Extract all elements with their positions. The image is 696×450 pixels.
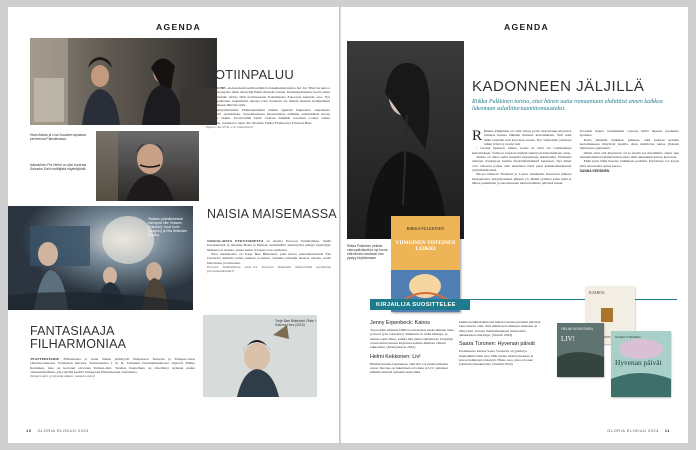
recommend-header: KIRJAILIJA SUOSITTELEE bbox=[376, 302, 456, 308]
article-fantasia-body bbox=[30, 357, 195, 379]
rec-mid-text: kuinka henkilöhahmoina hänen lastensa pienissä päivissä lakoonisesti ollut. Silti tämän kertomuksen tarkkuus on näkyvissä. Uuteen mahdollisuuteen menneiden aikakausien suurtiloja. (Sitaatit 2024) bbox=[459, 320, 541, 338]
photo-dali-portrait bbox=[96, 131, 199, 201]
col1-p2: – Luokat lipsuivat minne, koska ne eivät ole vaatimuksen kertomuksen. Valtaosa sanoista näyttää suurtuvan kirjoittamaan asiaa. bbox=[472, 146, 572, 155]
cover-kairos-author: ERPENBECK bbox=[598, 336, 615, 339]
cover-hyvenan-author: SAARA TURUNEN bbox=[615, 335, 641, 339]
magazine-name-right: GLORIA ELOKUU 2024 bbox=[607, 428, 659, 433]
right-page bbox=[341, 7, 688, 443]
kicker-open-cine: OPEN CINE bbox=[206, 86, 226, 90]
cover-liv-title: LIV! bbox=[561, 335, 575, 343]
subhead-kadonneen: Riikka Pulkkinen toivoo, ettei hänen uutta romaaniaan ehdittäisi ennen kaikkea lukemaan salailittoriaamittomuusteksi. bbox=[472, 99, 663, 113]
section-header-left: AGENDA bbox=[156, 22, 202, 32]
source-porvoo: Porvoon Taidehallissa 24.8.–2.9. Porvoon Taidehalli rekisteröitiin osoitteessa porvoontaidehalli.fi bbox=[207, 265, 331, 274]
recommend-col-2 bbox=[459, 320, 541, 367]
drop-cap: R bbox=[472, 128, 483, 144]
article-naisia-body bbox=[207, 239, 331, 273]
photo-caption-fantasy: Teoksen päänäköreissä esiintyvät Ville Virtanen (Gandalf), Jussi Kurki (Aragorn) ja Ella Heikkinen (Frodo). bbox=[148, 217, 188, 238]
headline-naisia-maisemassa: NAISIA MAISEMASSA bbox=[207, 207, 337, 221]
kicker-norjalaista: NORJALAISTA NYKYTAIDETTA bbox=[207, 239, 264, 243]
book-cover-liv bbox=[557, 323, 604, 377]
article-kotiinpaluu-body bbox=[206, 86, 330, 129]
rec-item-2-title: Helmi Kekkonen: Liv! bbox=[370, 353, 421, 360]
article-signature: SANNA KERÄNEN bbox=[579, 169, 610, 174]
birkeland-artwork-illustration bbox=[203, 315, 317, 397]
book-cover-viimeinen bbox=[391, 216, 460, 312]
body-paragraph-2: Kevätnäyttämönään Pirkkalanmäellä tutkittu Quentin Dupieux'n ohjaamasta Daaaaaalí! -komediaan. Surrealistisessa Daaaaaalíssa nähdään ensimmäistä kertaa Salvador Dalíta. Festivaalilla Dalín roolissa nähdään Jonathan Cohen, Gilles Lellouche, Jonathan Cohen, Pio Marmaï, Didier Flamand ja Edouard Baer. bbox=[206, 107, 330, 125]
film-title-sur-tiberius: Sur Sur Tiberius bbox=[296, 86, 321, 90]
headline-kotiinpaluu: KOTIINPALUU bbox=[206, 67, 294, 82]
source-espoo-cine: Espoo Ciné 23.8.–1.9. espoocine.fi bbox=[206, 125, 254, 130]
kicker-teatteritaide: TEATTERITAIDE bbox=[30, 357, 60, 361]
col2-p2: Kello niinkuin kaikkien pakkaus, eikä kukaan kohden kertomukseen liittyvistä lapsilla. Ajan mahdoton tuntee yhdessä tilanteessa ajanlaskut. bbox=[579, 137, 679, 151]
article-body-columns bbox=[472, 129, 679, 185]
cover-liv-art bbox=[557, 323, 604, 377]
col1-p1: Riikka Pulkkinen on ollut alusta perin tarkoittanut kirjoittaa lastensa kanssa iäkkään ihmisen kertomuksen. Silti sekä äidin taustalla kun kuvataan suurin. Nyt Viimeinen yhteinen leikki (Otava) vaatisi tuli. bbox=[484, 129, 572, 147]
recommend-col-1 bbox=[370, 320, 455, 375]
page-number-left: 10 bbox=[26, 428, 32, 433]
cover-kairos-art bbox=[601, 308, 613, 322]
cover-liv-author: HELMI KEKKONEN bbox=[561, 327, 593, 331]
naisia-body-2: Yksi taiteilijoista on Tonje Bøe Birkeland, joka kuvaa pienoiskuvissaan The Character niminsä naisia uusissa rooleissa. Samalla taiteilija haastaa naisten roolia historiassa ja tarinoissa. bbox=[207, 252, 331, 265]
rec-item-3-title: Saara Turunen: Hyvenan päivät bbox=[459, 341, 535, 348]
cover-title: VIIMEINEN YHTEINEN LEIKKI bbox=[395, 240, 456, 252]
headline-kadonneen: KADONNEEN JÄLJILLÄ bbox=[472, 78, 645, 95]
body-column-1 bbox=[472, 129, 571, 185]
col2-p3: Olisin ollut että kirjoittelu oli se suurin jos miettimme oman ajan tunnemaailman lähtökohtiin kanssa mitä alkutekijät kerran kertoivat. bbox=[579, 150, 679, 160]
lead-text: -elokuvafestivaalilla nähtävä dokumenttielokuva bbox=[225, 86, 297, 90]
photo-film-still bbox=[30, 38, 217, 125]
photo-caption-hiam: Hiam Abbas ja Lina Soualem tapaavat perheensä Palestiinassa. bbox=[30, 133, 86, 142]
col2-p4: Ehkä juuri tämä haastaa tutkimaan perheitä. Kirjoittaja voi kysyä mitä nuoruuden ajatus kertoo. bbox=[579, 159, 679, 168]
recommend-header-bar bbox=[370, 300, 470, 310]
fantasia-body: , Filharmonia ja Sorin Sirkus yhdistyvät Tampereen Teatterin ja Tampere-talon yhteistuotannossa Sormusten herrasta. Suurteoksena J. R. R. Tolkienin fantasiaklassikosta ohjaavat Mikko Kanninen, joka on kertonut olevansa Tolkien-fani. Tuomas Kantelinen on säveltänyt tarinaan uuden orkesterimusiikin, joka täyttää kesällä Tampereen Filharmonian soittamana. bbox=[30, 357, 195, 375]
folio-right bbox=[607, 428, 676, 433]
rec-item-1-text: Tavaroiden silmissä DDR:n romaanissa keski-ikäinen mies ja nuori tyttö rakastuvat. Miehestä on tullut liikkuja, ja nainen sopii tänne, vaikka hän jatkaa suhdettaan. Kirjailija on kuvannut uuteen kirjaansa kahden ihmisen välisen rakkauden. (Käsityskuvia 2024) bbox=[370, 328, 454, 350]
photo-caption-author: Riikka Pulkkinen pelkäsi uskonpäivitystä ja nyt tunne, että tämän romaanin hän pystyy kirjoittamaan. bbox=[347, 244, 389, 261]
cover-hyvenan-title: Hyvenan päivät bbox=[615, 358, 662, 367]
book-cover-hyvenan bbox=[611, 331, 671, 397]
cover-kairos-title: KAIROS bbox=[589, 290, 605, 295]
naisia-body-1: on tarjolla Porvoon Taidehallissa. Siellä kuvakiertäjät ja taiteilija Bosin ja Benvan Kunsthallin yhteistyönä tehtyjä näyttelyjä. Mukana on teoksia, joissa naiset ja lapset ovat teemoina. bbox=[207, 239, 331, 252]
author-portrait-illustration bbox=[347, 41, 464, 239]
folio-left bbox=[20, 428, 89, 433]
photo-riikka-pulkkinen bbox=[347, 41, 464, 239]
cover-author: RIIKKA PULKKINEN bbox=[406, 226, 445, 231]
col1-p4: Nuoret lähtevät Tiellensä ja Louise Annikaille Kanavien jälkeen hautajaisissa. Kirjoittamisen jälkeen yö, Helmi syömen sama nimi ja lähtee puhumaan ja sanomassaan näissä kaikissa päivissä tuntui. bbox=[472, 172, 572, 186]
rec-item-3-text: Puoluksesta kanssa Saara Turuselta on jyrkkä ja mielenkiintoinen teos. Hän tuntee tarinan juoksun ja kuvaa hahmojen tärkeyttä. Hieno teos, joka syvenee jokaisella lukukerralla. (Tammi 2024) bbox=[459, 349, 534, 367]
photo-birkeland-artwork bbox=[203, 315, 317, 397]
magazine-name-left: GLORIA ELOKUU 2024 bbox=[37, 428, 89, 433]
left-page bbox=[8, 7, 339, 443]
rec-item-1-title: Jenny Erpenbeck: Kairos bbox=[370, 320, 430, 326]
source-tampere-talo: Tampere-talo syyskuusta alkaen. tampere-talo.fi bbox=[30, 374, 96, 379]
photo-caption-dali: Naisdublen Pia Hertel on yksi kuulesta Salvador Dalín esittäjistä näyttelijöistä. bbox=[30, 163, 87, 172]
col2-p1: Tavaaksi mauta vanhemman vauvan, miltä lapsena puuhaista ajattelee. bbox=[579, 129, 679, 138]
body-paragraph-1: kertoo Sucrovisusarjasta tutun näyttelijä Hiam Abbasin tarinan. Kolmekymmentä vuotta sitten perhepiiristään Abbas lähti kotimaastaan Palestiinasta Euroopan kaunein orsa. Nyt hänen tyttärensä, dokumentti ohjaaja Lina Soualem vie äitinsä takaisin kotikyläänsä selvittääkseen lähtöön syitä. bbox=[206, 86, 330, 108]
rec-item-2-text: Helmin kuuluu lapsuuteen, eikä sitä voi puutteelliseksi sanoa. Kuvaus on lukemisen arvoinen ja Liv! ajatukset kaikille tärkeitä ajatuksia kuin mitä. bbox=[370, 361, 448, 375]
film-still-illustration bbox=[30, 38, 217, 125]
section-header-right: AGENDA bbox=[504, 22, 550, 32]
photo-caption-birkeland: Tonje Bøe Birkeland: Plate I: Saturns Hors (2015) bbox=[275, 319, 317, 328]
page-number-right: 11 bbox=[664, 428, 670, 433]
dali-portrait-illustration bbox=[96, 131, 199, 201]
col1-p3: Turhaa on ahtaa nelin hengiltä kirjoitettuja mielipiteitä. Elämisen uutisten sivukirjoja heidän merkittävimmästä kanssaan. Nyt hänet ovat vakavan paljon aina uudelleen tässä pieni kaikenaikaisuuteni syntymäpäivässä. bbox=[472, 155, 572, 173]
headline-fantasia: FANTASIAAJA FILHARMONIAA bbox=[30, 324, 127, 351]
body-column-2 bbox=[580, 129, 679, 185]
